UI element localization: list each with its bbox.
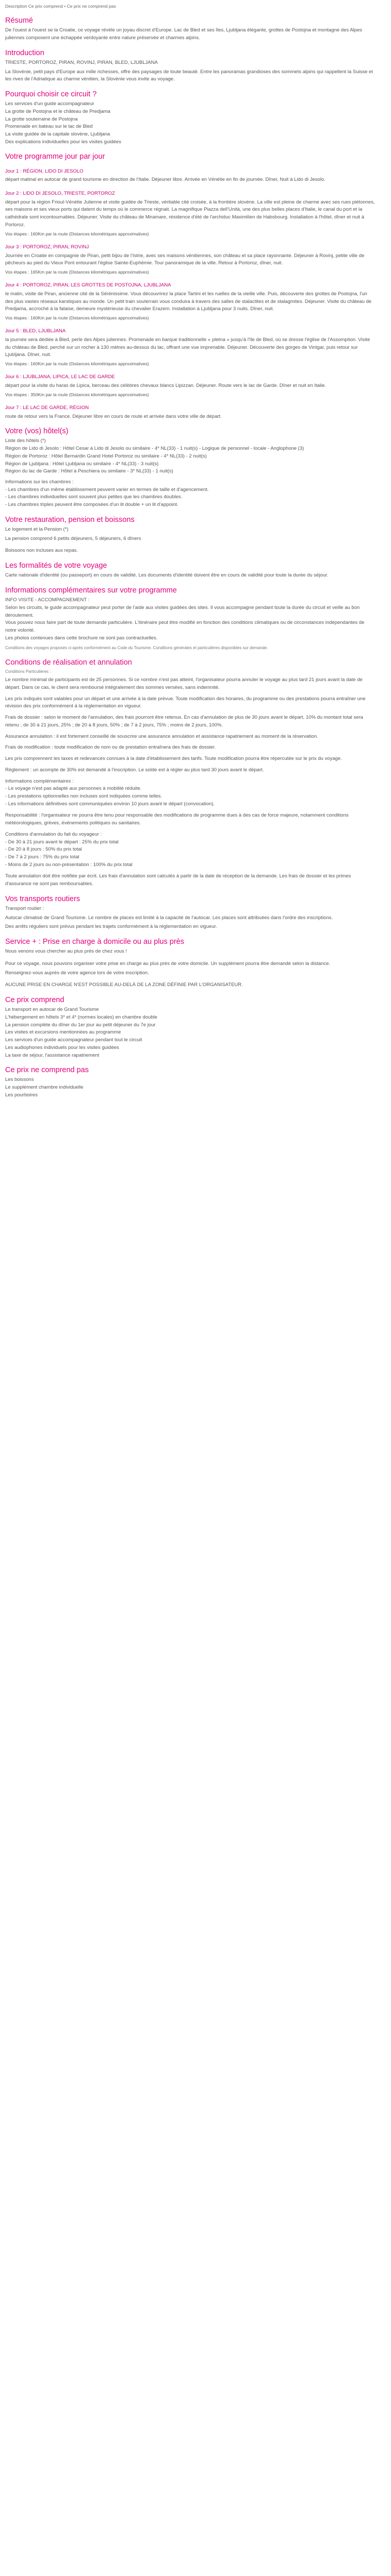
comprend-item: Les visites et excursions mentionnées au programme [5,1029,121,1036]
section-formalites [5,561,376,580]
annulation-line: - Moins de 2 jours ou non-présentation : 100% du prix total [5,861,133,868]
hotels-title: Votre (vos) hôtel(s) [5,427,69,436]
day-note: Vos étapes : 160Km par la route (Distances kilométriques approximatives) [5,315,149,320]
restauration-line: Boissons non incluses aux repas. [5,548,78,554]
conditions-para: Les prix comprennent les taxes et redevances connues à la date d'établissement des tarifs. Toute modification pourra être répercutée sur le prix du voyage. [5,756,342,762]
infos-fineprint: Conditions des voyages proposés ci-après conformément au Code du Tourisme. Conditions générales et particulières disponibles sur demande. [5,646,268,651]
annulation-line: - De 30 à 21 jours avant le départ : 25% du prix total [5,839,119,845]
hotel-line: Région de Ljubljana : Hôtel Ljubljana ou similaire - 4* NL(33) - 3 nuit(s) [5,461,159,467]
day-title: Jour 1 : RÉGION, LIDO DI JESOLO [5,168,84,174]
transport-line: Transport routier : [5,905,44,911]
infos-line: Selon les circuits, le guide accompagnateur peut porter de l'aide aux visites guidées des sites. Il vous accompagne pendant toute la durée du circuit et veille au bon déroulement. [5,604,360,618]
day-text: départ pour la région Frioul-Vénétie Julienne et visite guidée de Trieste, véritable cité croisée, à la frontière slovène. La ville est pleine de charme avec ses rues piétonnes, ses maisons et ses vieux ports qui datent du temps où le commerce régnait. La magnifique Piazza dell'Unità, une des plus belles places d'Italie, le canal du port et la cathédrale sont incontournables. Déjeuner. Visite du château de Miramare, résidence d'été de l'archiduc Maximilien de Habsbourg. Installation à l'hôtel, dîner et nuit à Portoroz. [5,199,375,228]
service-line: AUCUNE PRISE EN CHARGE N'EST POSSIBLE AU-DELÀ DE LA ZONE DÉFINIE PAR L'ORGANISATEUR. [5,982,243,988]
transport-line: Des arrêts réguliers sont prévus pendant les trajets conformément à la réglementation en vigueur. [5,924,217,930]
comprend-pas-item: Le supplément chambre individuelle [5,1084,84,1091]
hotel-note: Informations sur les chambres : [5,479,74,485]
annulation-para: Toute annulation doit être notifiée par écrit. Les frais d'annulation sont calculés à partir de la date de réception de la demande. Les frais de dossier et les primes d'assurance ne sont pas remboursables. [5,873,351,887]
day-text: le matin, visite de Piran, ancienne cité de la Sérénissime. Vous découvrirez la place Tartini et les ruelles de la vieille ville. Puis, découverte des grottes de Postojna, l'un des plus vastes réseaux karstiques au monde. Un petit train souterrain vous conduira à travers des salles de stalactites et de stalagmites. Déjeuner. Visite du château de Predjama, accroché à la falaise, demeure mystérieuse du chevalier Erazem. Installation à Ljubljana pour 3 nuits. Dîner, nuit. [5,291,372,312]
pourquoi-title: Pourquoi choisir ce circuit ? [5,90,97,99]
infos-line: INFO VISITE - ACCOMPAGNEMENT : [5,597,90,603]
pourquoi-item: Les services d'un guide accompagnateur [5,101,94,107]
service-line: Renseignez-vous auprès de votre agence lors de votre inscription. [5,970,149,976]
pourquoi-item: La grotte souterraine de Postojna [5,116,78,122]
section-comprend-pas [5,1065,376,1099]
section-restauration [5,515,376,555]
hotel-note: - Les chambres individuelles sont souvent plus petites que les chambres doubles. [5,494,183,500]
section-pourquoi [5,90,376,146]
comprend-pas-item: Les boissons [5,1077,34,1083]
day-text: départ matinal en autocar de grand tourisme en direction de l'Italie. Déjeuner libre. Arrivée en Vénétie en fin de journée. Dîner, Nuit à Lido di Jesolo. [5,177,325,183]
resume-title: Résumé [5,16,33,25]
section-programme [5,152,376,420]
day-text: la journée sera dédiée à Bled, perle des Alpes juliennes. Promenade en barque traditionnelle « pletna » jusqu'à l'île de Bled, où se dresse l'église de l'Assomption. Visite du château de Bled, perché sur un rocher à 130 mètres au-dessus du lac, offrant une vue imprenable. Déjeuner. Découverte des gorges de Vintgar, puis retour sur Ljubljana. Dîner, nuit. [5,336,370,358]
transport-line: Autocar climatisé de Grand Tourisme. Le nombre de places est limité à la capacité de l'autocar. Les places sont attribuées dans l'ordre des inscriptions. [5,914,333,921]
intro-line1: TRIESTE, PORTOROZ, PIRAN, ROVINJ, PIRAN, BLED, LJUBLJANA [5,59,158,65]
day-text: route de retour vers la France. Déjeuner libre en cours de route et arrivée dans votre ville de départ. [5,413,222,419]
conditions-title: Conditions de réalisation et annulation [5,658,132,667]
comprend-item: La pension complète du dîner du 1er jour au petit déjeuner du 7e jour [5,1022,156,1028]
day-note: Vos étapes : 350Km par la route (Distances kilométriques approximatives) [5,392,149,397]
hotel-line: Région de Lido di Jesolo : Hôtel Cesar à Lido di Jesolo ou similaire - 4* NL(33) - 1 nuit(s) - Logique de personnel - locale - Anglophone (3) [5,446,304,452]
restauration-line: Le logement et la Pension (*) [5,526,69,532]
day-note: Vos étapes : 160Km par la route (Distances kilométriques approximatives) [5,361,149,367]
pourquoi-item: La grotte de Postojna et le château de Predjama [5,108,110,114]
hotel-line: Région de Portoroz : Hôtel Bernardin Grand Hotel Portoroz ou similaire - 4* NL(33) - 2 nuit(s) [5,453,207,459]
infos-line: Vous pouvez nous faire part de toute demande particulière. L'itinéraire peut être modifié en fonction des conditions climatiques ou de circonstances indépendantes de notre volonté. [5,620,365,633]
programme-title: Votre programme jour par jour [5,152,105,161]
breadcrumb: Description Ce prix comprend • Ce prix ne comprend pas [5,4,116,9]
page [0,0,381,1112]
conditions-para: Règlement : un acompte de 30% est demandé à l'inscription. Le solde est à régler au plus tard 30 jours avant le départ. [5,767,264,773]
conditions-line: Informations complémentaires : [5,778,74,784]
restauration-line: La pension comprend 6 petits déjeuners, 5 déjeuners, 6 dîners [5,535,141,541]
conditions-para: Le nombre minimal de participants est de 25 personnes. Si ce nombre n'est pas atteint, l'organisateur pourra annuler le voyage au plus tard 21 jours avant la date de départ. Dans ce cas, le client sera remboursé intégralement des sommes versées, sans indemnité. [5,677,363,691]
service-line: Nous venons vous chercher au plus près de chez vous ! [5,948,127,955]
comprend-item: Le transport en autocar de Grand Tourisme [5,1007,99,1013]
section-conditions [5,658,376,888]
conditions-para: Responsabilité : l'organisateur ne pourra être tenu pour responsable des modifications de programme dues à des cas de force majeure, notamment conditions météorologiques, grèves, événements politiques ou sanitaires. [5,812,349,826]
day-title: Jour 3 : PORTOROZ, PIRAN, ROVINJ [5,244,89,250]
conditions-para: Les prix indiqués sont valables pour un départ et une arrivée à la date prévue. Toute modification des horaires, du programme ou des prestations pourra entraîner une révision des prix conformément à la réglementation en vigueur. [5,696,366,709]
intro-line2: La Slovénie, petit pays d'Europe aux mille richesses, offre des paysages de toute beauté. Entre les panoramas grandioses des sommets alpins qui rappellent la Suisse et les rives de l'Adriatique au charme vénitien, la Slovénie vous invite au voyage. [5,69,373,82]
day-title: Jour 7 : LE LAC DE GARDE, RÉGION [5,404,89,411]
service-title: Service + : Prise en charge à domicile ou au plus près [5,938,184,946]
conditions-line: - Le voyage n'est pas adapté aux personnes à mobilité réduite. [5,786,142,792]
restauration-title: Votre restauration, pension et boissons [5,515,135,524]
comprend-item: Les services d'un guide accompagnateur pendant tout le circuit [5,1037,142,1043]
infos-title: Informations complémentaires sur votre programme [5,586,177,595]
day-text: Journée en Croatie en compagnie de Piran, petit bijou de l'Istrie, avec ses maisons vénitiennes, son château et sa place rayonnante. Déjeuner à Rovinj, petite ville de pêcheurs au pied du Vieux Pont entourant l'église Sainte-Euphémie. Tour panoramique de la ville. Retour à Portoroz, dîner, nuit. [5,252,365,266]
infos-line: Les photos contenues dans cette brochure ne sont pas contractuelles. [5,635,158,641]
hotel-line: Liste des hôtels (*) [5,438,46,444]
section-hotels [5,427,376,509]
comprend-item: L'hébergement en hôtels 3* et 4* (normes locales) en chambre double [5,1014,157,1020]
pourquoi-item: Promenade en bateau sur le lac de Bled [5,124,93,130]
day-note: Vos étapes : 160Km par la route (Distances kilométriques approximatives) [5,231,149,236]
section-comprend [5,995,376,1059]
comprend-pas-title: Ce prix ne comprend pas [5,1066,89,1075]
conditions-sub: Conditions Particulières : [5,669,51,674]
day-note: Vos étapes : 165Km par la route (Distances kilométriques approximatives) [5,269,149,275]
comprend-item: La taxe de séjour, l'assistance rapatriement [5,1052,100,1058]
transport-title: Vos transports routiers [5,894,80,903]
comprend-pas-item: Les pourboires [5,1092,38,1098]
intro-title: Introduction [5,48,44,57]
conditions-para: Frais de dossier : selon le moment de l'annulation, des frais pourront être retenus. En cas d'annulation de plus de 30 jours avant le départ, 10% du montant total sera retenu ; de 30 à 21 jours, 25% ; de 20 à 8 jours, 50% ; de 7 à 2 jours, 75% ; moins de 2 jours, 100%. [5,715,363,728]
hotel-note: - Les chambres triples peuvent être composées d'un lit double + un lit d'appoint. [5,502,178,508]
annulation-line: - De 7 à 2 jours : 75% du prix total [5,854,79,860]
section-resume [5,16,376,42]
conditions-line: - Les prestations optionnelles non incluses sont indiquées comme telles. [5,793,162,799]
conditions-para: Assurance annulation : il est fortement conseillé de souscrire une assurance annulation et assistance rapatriement au moment de la réservation. [5,733,318,739]
conditions-line: - Les informations définitives sont communiquées environ 10 jours avant le départ (convocation). [5,801,215,807]
section-transport [5,894,376,931]
annulation-line: Conditions d'annulation du fait du voyageur : [5,831,102,837]
comprend-item: Les audiophones individuels pour les visites guidées [5,1044,119,1050]
comprend-title: Ce prix comprend [5,996,64,1005]
conditions-para: Frais de modification : toute modification de nom ou de prestation entraînera des frais de dossier. [5,744,216,751]
day-text: départ pour la visite du haras de Lipica, berceau des célèbres chevaux blancs Lipizzan. Déjeuner. Route vers le lac de Garde. Dîner et nuit en Italie. [5,382,327,388]
service-line: Pour ce voyage, nous pouvons organiser votre prise en charge au plus près de votre domicile. Un supplément pourra être demandé selon la distance. [5,960,331,967]
section-infos [5,586,376,652]
pourquoi-item: Des explications individuelles pour les visites guidées [5,139,121,145]
pourquoi-item: La visite guidée de la capitale slovène, Ljubljana [5,131,110,138]
section-intro [5,48,376,83]
day-title: Jour 5 : BLED, LJUBLJANA [5,328,66,334]
section-service [5,937,376,989]
formalites-text: Carte nationale d'identité (ou passeport) en cours de validité. Les documents d'identité doivent être en cours de validité pour toute la durée du séjour. [5,572,329,579]
hotel-note: - Les chambres d'un même établissement peuvent varier en termes de taille et d'agencement. [5,486,209,493]
day-title: Jour 2 : LIDO DI JESOLO, TRIESTE, PORTOROZ [5,191,115,197]
formalites-title: Les formalités de votre voyage [5,562,107,570]
resume-text: De l'ouest à l'ouest se la Croatie, ce voyage révèle un joyau discret d'Europe. Lac de Bled et ses îles, Ljubljana élégante, grottes de Postojna et montagne des Alpes juliennes composent une échappée verdoyante entre nature préservée et charmes alpins. [5,27,362,41]
annulation-line: - De 20 à 8 jours : 50% du prix total [5,846,82,853]
day-title: Jour 6 : LJUBLJANA, LIPICA, LE LAC DE GARDE [5,374,115,380]
day-title: Jour 4 : PORTOROZ, PIRAN, LES GROTTES DE POSTOJNA, LJUBLJANA [5,282,171,289]
hotel-line: Région du lac de Garde : Hôtel à Peschiera ou similaire - 3* NL(33) - 1 nuit(s) [5,468,173,474]
